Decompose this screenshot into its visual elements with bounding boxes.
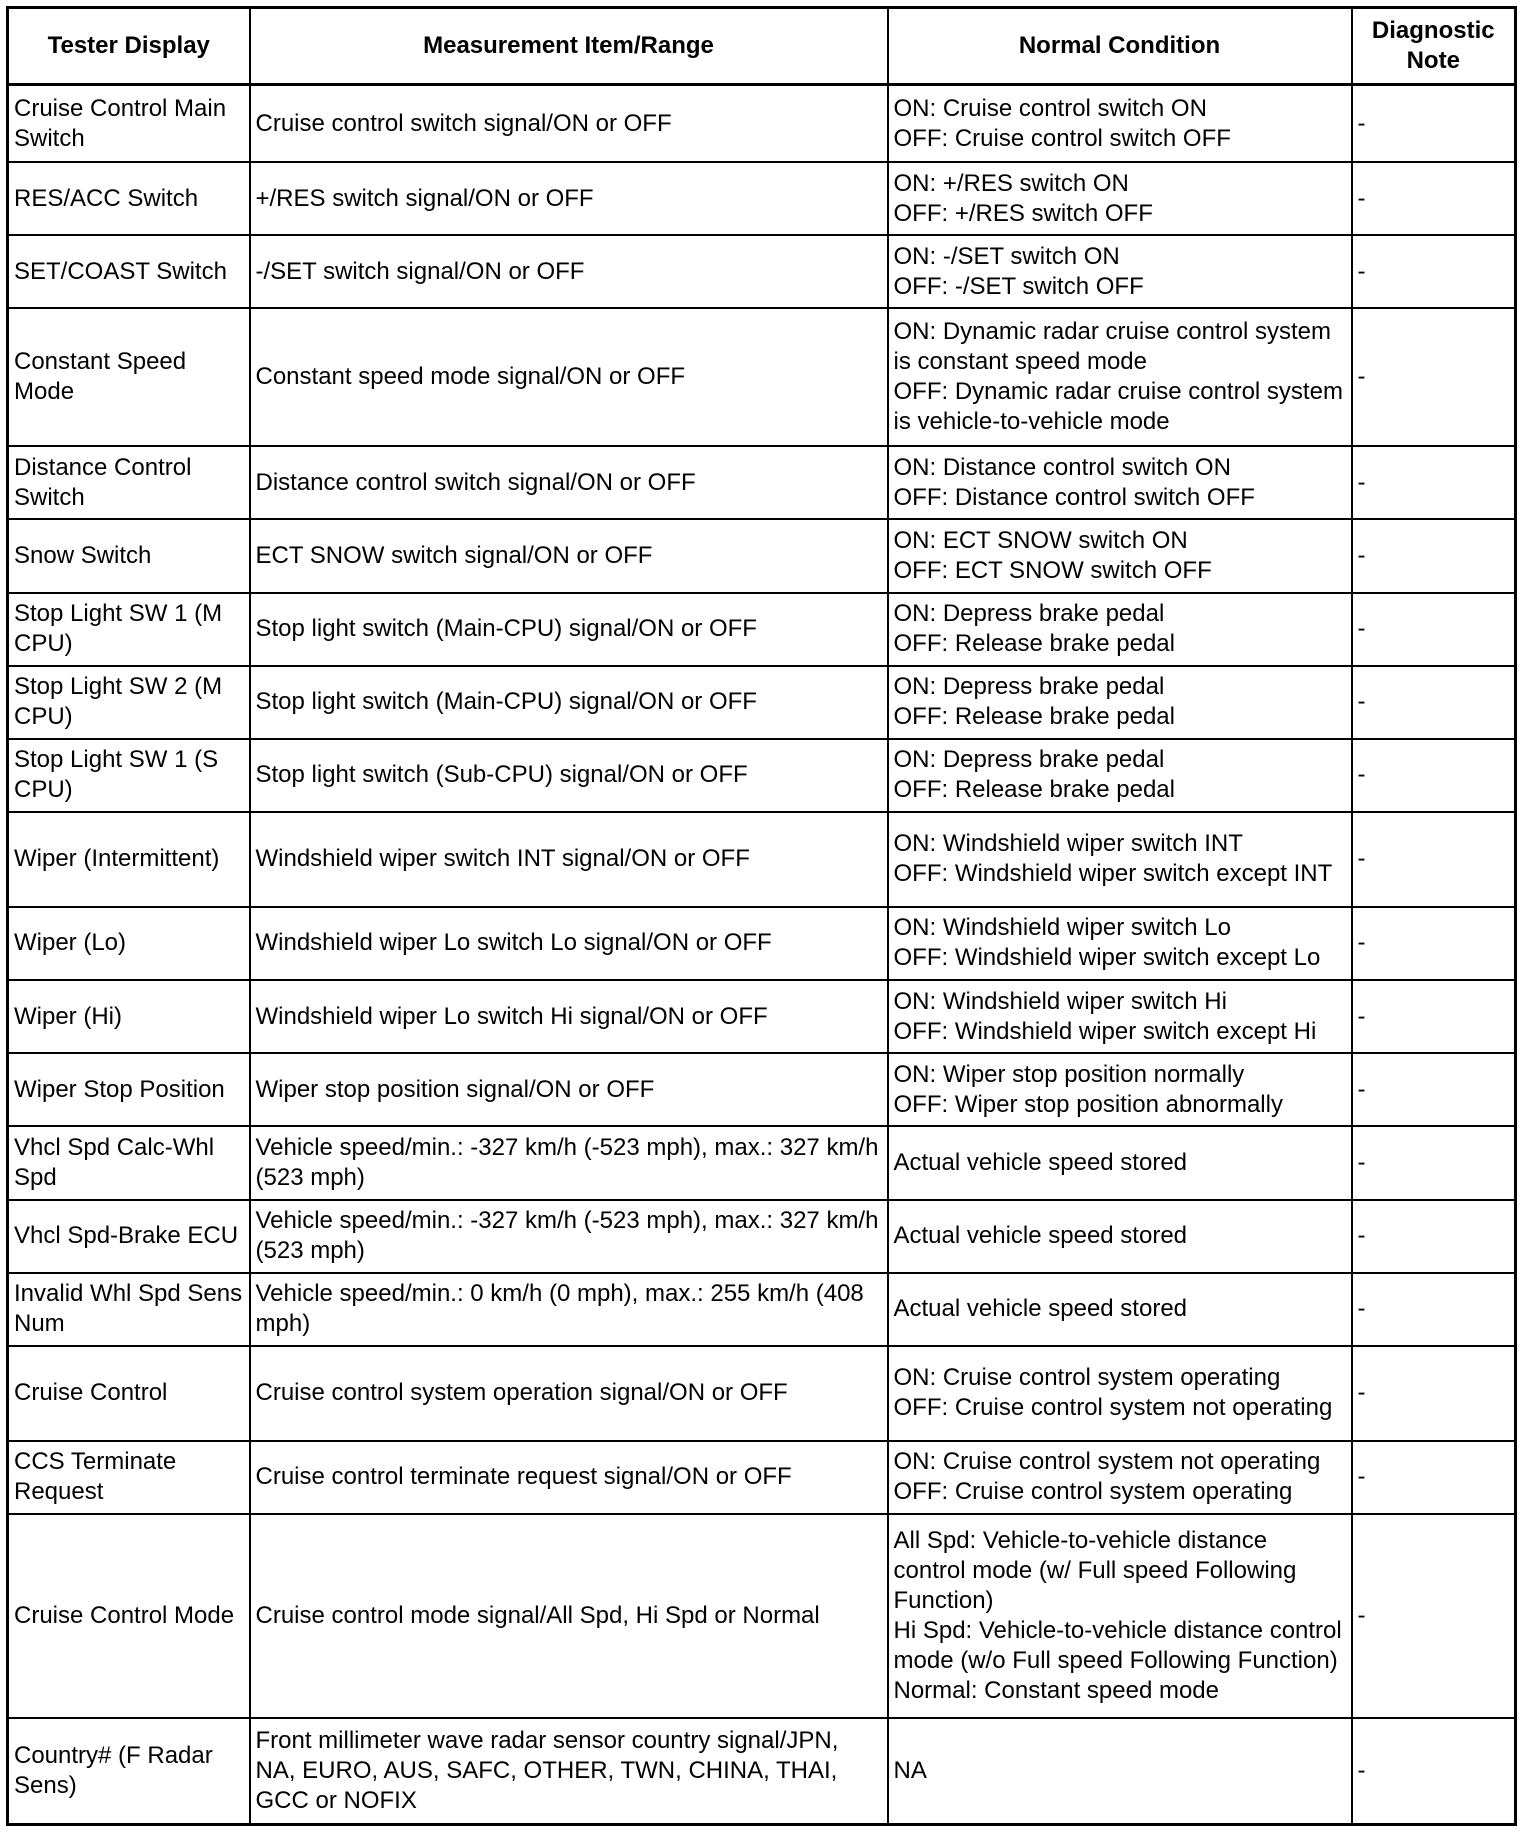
table-row [8,1346,1516,1441]
normal-condition-line: ON: Cruise control system not operating [893,1448,1321,1476]
cell-tester-display: Constant Speed Mode [8,308,250,446]
cell-measurement-range: Wiper stop position signal/ON or OFF [250,1053,888,1126]
cell-diagnostic-note: - [1352,1718,1516,1824]
normal-condition-line: All Spd: Vehicle-to-vehicle distance control mode (w/ Full speed Following Function) [893,1527,1297,1615]
normal-condition-line: OFF: Release brake pedal [893,703,1175,731]
normal-condition-line: Actual vehicle speed stored [893,1222,1188,1250]
normal-condition-line: Normal: Constant speed mode [893,1677,1219,1705]
cell-measurement-range: Cruise control system operation signal/ON or OFF [250,1346,888,1441]
cell-measurement-range: Windshield wiper switch INT signal/ON or OFF [250,812,888,907]
cell-tester-display: Wiper Stop Position [8,1053,250,1126]
cell-tester-display: Wiper (Hi) [8,980,250,1053]
cell-diagnostic-note: - [1352,85,1516,163]
cell-measurement-range: Cruise control switch signal/ON or OFF [250,85,888,163]
normal-condition-line: OFF: Cruise control switch OFF [893,124,1231,152]
table-row [8,308,1516,446]
cell-normal-condition [888,593,1352,666]
cell-tester-display: Stop Light SW 2 (M CPU) [8,666,250,739]
cell-diagnostic-note: - [1352,980,1516,1053]
normal-condition-line: Actual vehicle speed stored [893,1295,1188,1323]
cell-measurement-range: Stop light switch (Sub-CPU) signal/ON or OFF [250,739,888,812]
cell-measurement-range: -/SET switch signal/ON or OFF [250,235,888,308]
cell-tester-display: Wiper (Lo) [8,907,250,980]
cell-tester-display: Stop Light SW 1 (S CPU) [8,739,250,812]
cell-measurement-range: Front millimeter wave radar sensor country signal/JPN, NA, EURO, AUS, SAFC, OTHER, TWN, CHINA, THAI, GCC or NOFIX [250,1718,888,1824]
cell-diagnostic-note: - [1352,593,1516,666]
header-measurement-item-range: Measurement Item/Range [250,8,888,85]
table-row [8,519,1516,592]
table-row [8,162,1516,235]
normal-condition-line: ON: Cruise control switch ON [893,94,1207,122]
table-row [8,739,1516,812]
cell-diagnostic-note: - [1352,1441,1516,1514]
cell-normal-condition [888,235,1352,308]
cell-diagnostic-note: - [1352,308,1516,446]
table-row [8,1200,1516,1273]
cell-normal-condition [888,1273,1352,1346]
table-row [8,1126,1516,1199]
cell-measurement-range: Distance control switch signal/ON or OFF [250,446,888,519]
cell-tester-display: Vhcl Spd-Brake ECU [8,1200,250,1273]
normal-condition-line: OFF: Cruise control system operating [893,1478,1293,1506]
cell-normal-condition [888,739,1352,812]
cell-normal-condition [888,1718,1352,1824]
cell-tester-display: Distance Control Switch [8,446,250,519]
normal-condition-line: OFF: Wiper stop position abnormally [893,1090,1283,1118]
normal-condition-line: OFF: +/RES switch OFF [893,199,1153,227]
cell-normal-condition [888,1200,1352,1273]
normal-condition-line: ON: Wiper stop position normally [893,1060,1245,1088]
normal-condition-line: ON: Windshield wiper switch INT [893,830,1243,858]
header-diagnostic-note: Diagnostic Note [1352,8,1516,85]
cell-diagnostic-note: - [1352,162,1516,235]
normal-condition-line: ON: Windshield wiper switch Lo [893,914,1231,942]
header-tester-display: Tester Display [8,8,250,85]
normal-condition-line: ON: Cruise control system operating [893,1364,1281,1392]
normal-condition-line: OFF: Release brake pedal [893,776,1175,804]
cell-tester-display: Invalid Whl Spd Sens Num [8,1273,250,1346]
cell-measurement-range: ECT SNOW switch signal/ON or OFF [250,519,888,592]
cell-measurement-range: Constant speed mode signal/ON or OFF [250,308,888,446]
cell-measurement-range: +/RES switch signal/ON or OFF [250,162,888,235]
normal-condition-line: OFF: Windshield wiper switch except Lo [893,944,1321,972]
cell-tester-display: Country# (F Radar Sens) [8,1718,250,1824]
data-list-table [6,6,1517,1826]
normal-condition-line: OFF: Windshield wiper switch except INT [893,860,1333,888]
cell-normal-condition [888,1514,1352,1719]
table-row [8,1441,1516,1514]
table-row [8,85,1516,163]
cell-diagnostic-note: - [1352,1126,1516,1199]
table-row [8,980,1516,1053]
cell-diagnostic-note: - [1352,907,1516,980]
cell-normal-condition [888,446,1352,519]
table-row [8,812,1516,907]
cell-tester-display: Snow Switch [8,519,250,592]
normal-condition-line: OFF: -/SET switch OFF [893,272,1144,300]
normal-condition-line: OFF: Distance control switch OFF [893,483,1255,511]
cell-measurement-range: Vehicle speed/min.: 0 km/h (0 mph), max.: 255 km/h (408 mph) [250,1273,888,1346]
table-row [8,235,1516,308]
normal-condition-line: OFF: Dynamic radar cruise control system is vehicle-to-vehicle mode [893,378,1343,436]
table-row [8,1514,1516,1719]
cell-measurement-range: Windshield wiper Lo switch Hi signal/ON or OFF [250,980,888,1053]
table-row [8,593,1516,666]
cell-diagnostic-note: - [1352,235,1516,308]
table-row [8,907,1516,980]
table-row [8,1053,1516,1126]
cell-measurement-range: Vehicle speed/min.: -327 km/h (-523 mph), max.: 327 km/h (523 mph) [250,1200,888,1273]
cell-measurement-range: Cruise control terminate request signal/ON or OFF [250,1441,888,1514]
header-normal-condition: Normal Condition [888,8,1352,85]
cell-diagnostic-note: - [1352,812,1516,907]
cell-tester-display: Cruise Control Mode [8,1514,250,1719]
normal-condition-line: ON: Dynamic radar cruise control system is constant speed mode [893,318,1331,376]
cell-tester-display: Vhcl Spd Calc-Whl Spd [8,1126,250,1199]
table-row [8,1718,1516,1824]
normal-condition-line: ON: Depress brake pedal [893,600,1165,628]
normal-condition-line: ON: -/SET switch ON [893,242,1120,270]
cell-normal-condition [888,812,1352,907]
cell-diagnostic-note: - [1352,739,1516,812]
table-body [8,85,1516,1825]
cell-measurement-range: Stop light switch (Main-CPU) signal/ON or OFF [250,593,888,666]
normal-condition-line: ON: Distance control switch ON [893,453,1231,481]
cell-diagnostic-note: - [1352,666,1516,739]
normal-condition-line: Hi Spd: Vehicle-to-vehicle distance control mode (w/o Full speed Following Function) [893,1617,1342,1675]
cell-tester-display: SET/COAST Switch [8,235,250,308]
cell-measurement-range: Vehicle speed/min.: -327 km/h (-523 mph), max.: 327 km/h (523 mph) [250,1126,888,1199]
normal-condition-line: ON: ECT SNOW switch ON [893,526,1188,554]
normal-condition-line: ON: Depress brake pedal [893,673,1165,701]
cell-diagnostic-note: - [1352,1273,1516,1346]
cell-diagnostic-note: - [1352,1346,1516,1441]
normal-condition-line: ON: +/RES switch ON [893,169,1129,197]
normal-condition-line: ON: Depress brake pedal [893,746,1165,774]
cell-diagnostic-note: - [1352,446,1516,519]
normal-condition-line: NA [893,1757,927,1785]
cell-diagnostic-note: - [1352,1514,1516,1719]
normal-condition-line: ON: Windshield wiper switch Hi [893,987,1227,1015]
normal-condition-line: OFF: Cruise control system not operating [893,1394,1333,1422]
cell-tester-display: CCS Terminate Request [8,1441,250,1514]
cell-normal-condition [888,1126,1352,1199]
normal-condition-line: OFF: Release brake pedal [893,630,1175,658]
table-header-row [8,8,1516,85]
table-row [8,1273,1516,1346]
cell-normal-condition [888,1053,1352,1126]
normal-condition-line: OFF: Windshield wiper switch except Hi [893,1017,1317,1045]
normal-condition-line: OFF: ECT SNOW switch OFF [893,556,1212,584]
cell-tester-display: Cruise Control [8,1346,250,1441]
cell-tester-display: Wiper (Intermittent) [8,812,250,907]
cell-measurement-range: Windshield wiper Lo switch Lo signal/ON or OFF [250,907,888,980]
cell-normal-condition [888,85,1352,163]
cell-normal-condition [888,907,1352,980]
cell-normal-condition [888,162,1352,235]
cell-normal-condition [888,1346,1352,1441]
cell-normal-condition [888,308,1352,446]
normal-condition-line: Actual vehicle speed stored [893,1148,1188,1176]
cell-diagnostic-note: - [1352,1200,1516,1273]
cell-tester-display: RES/ACC Switch [8,162,250,235]
cell-normal-condition [888,666,1352,739]
cell-measurement-range: Cruise control mode signal/All Spd, Hi Spd or Normal [250,1514,888,1719]
table-row [8,666,1516,739]
cell-normal-condition [888,519,1352,592]
cell-measurement-range: Stop light switch (Main-CPU) signal/ON or OFF [250,666,888,739]
cell-normal-condition [888,980,1352,1053]
cell-diagnostic-note: - [1352,519,1516,592]
cell-diagnostic-note: - [1352,1053,1516,1126]
table-row [8,446,1516,519]
cell-tester-display: Cruise Control Main Switch [8,85,250,163]
cell-tester-display: Stop Light SW 1 (M CPU) [8,593,250,666]
cell-normal-condition [888,1441,1352,1514]
